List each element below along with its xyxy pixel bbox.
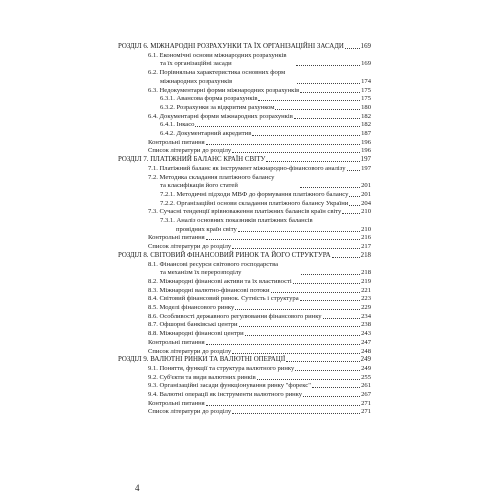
toc-entry bbox=[148, 303, 371, 312]
toc-entry bbox=[148, 286, 371, 295]
toc-entry-title: 8.2. Міжнародні фінансові активи та їх властивості bbox=[148, 277, 292, 285]
dot-leader bbox=[301, 274, 360, 275]
dot-leader bbox=[252, 135, 360, 136]
toc-entry-page: 187 bbox=[361, 130, 371, 137]
dot-leader bbox=[195, 126, 360, 127]
toc-entry bbox=[160, 268, 371, 277]
toc-entry bbox=[148, 233, 371, 242]
toc-entry bbox=[160, 129, 371, 138]
toc-entry-page: 271 bbox=[361, 408, 371, 416]
dot-leader bbox=[258, 100, 360, 101]
toc-entry-title: 6.1. Економічні основи міжнародних розрахунків bbox=[148, 51, 287, 59]
toc-entry-title: 6.4.2. Документарний акредитив bbox=[160, 130, 252, 137]
toc-entry bbox=[148, 146, 371, 155]
toc-entry-title: 6.3.1. Авансова форма розрахунків bbox=[160, 95, 258, 103]
dot-leader bbox=[349, 205, 360, 206]
toc-entry bbox=[148, 68, 371, 77]
toc-entry bbox=[160, 216, 371, 225]
toc-entry-page: 196 bbox=[361, 147, 371, 155]
toc-entry-page: 169 bbox=[361, 60, 372, 68]
toc-entry bbox=[148, 242, 371, 251]
toc-entry-page: 217 bbox=[361, 243, 371, 251]
dot-leader bbox=[206, 405, 360, 406]
dot-leader bbox=[294, 118, 360, 119]
toc-entry bbox=[148, 294, 371, 303]
toc-entry-page: 169 bbox=[360, 43, 371, 50]
dot-leader bbox=[300, 300, 360, 301]
toc-entry-title: 9.3. Організаційні засади функціонування ринку "форекс" bbox=[148, 382, 311, 390]
dot-leader bbox=[245, 335, 360, 336]
toc-entry bbox=[148, 207, 371, 216]
toc-entry-title: РОЗДІЛ 6. МІЖНАРОДНІ РОЗРАХУНКИ ТА ЇХ ОРГАНІЗАЦІЙНІ ЗАСАДИ bbox=[118, 43, 344, 50]
toc-entry-page: 238 bbox=[361, 321, 371, 329]
toc-entry-title: Список літератури до розділу bbox=[148, 408, 232, 416]
toc-entry bbox=[160, 181, 371, 190]
toc-entry-title: Контрольні питання bbox=[148, 399, 205, 407]
dot-leader bbox=[293, 283, 360, 284]
dot-leader bbox=[349, 196, 360, 197]
toc-entry bbox=[148, 173, 371, 182]
toc-entry-title: Список літератури до розділу bbox=[148, 147, 232, 155]
toc-entry-title: 7.2. Методика складання платіжного балансу bbox=[148, 173, 275, 181]
dot-leader bbox=[238, 231, 360, 232]
toc-entry-title: 6.3.2. Розрахунки за відкритим рахунком bbox=[160, 103, 275, 111]
toc-entry bbox=[148, 312, 371, 321]
toc-entry-title: та механізм їх перерозподілу bbox=[160, 269, 242, 277]
dot-leader bbox=[345, 48, 360, 49]
toc-entry-page: 223 bbox=[361, 295, 371, 303]
dot-leader bbox=[206, 344, 360, 345]
toc-entry-title: провідних країн світу bbox=[176, 225, 237, 233]
toc-entry-page: 201 bbox=[361, 182, 371, 190]
dot-leader bbox=[312, 387, 360, 388]
toc-entry-title: 8.1. Фінансові ресурси світового господарства bbox=[148, 260, 279, 268]
dot-leader bbox=[239, 326, 361, 327]
dot-leader bbox=[232, 152, 360, 153]
dot-leader bbox=[295, 370, 360, 371]
toc-entry bbox=[148, 260, 371, 269]
toc-entry-title: та їх організаційні засади bbox=[160, 60, 232, 68]
toc-entry bbox=[148, 51, 371, 60]
toc-entry-page: 175 bbox=[361, 95, 371, 103]
toc-entry-page: 218 bbox=[361, 269, 371, 277]
dot-leader bbox=[275, 109, 360, 110]
toc-entry-title: РОЗДІЛ 9. ВАЛЮТНІ РИНКИ ТА ВАЛЮТНІ ОПЕРАЦІЇ bbox=[118, 356, 286, 364]
toc-entry bbox=[160, 103, 371, 112]
toc-entry-page: 218 bbox=[360, 251, 371, 259]
toc-entry bbox=[148, 112, 371, 121]
dot-leader bbox=[347, 170, 361, 171]
dot-leader bbox=[206, 239, 360, 240]
toc-entry-page: 249 bbox=[360, 356, 371, 364]
dot-leader bbox=[257, 379, 360, 380]
toc-entry-page: 267 bbox=[361, 391, 371, 398]
toc-entry-title: 6.3. Недокументарні форми міжнародних розрахунків bbox=[148, 86, 300, 94]
toc-entry-page: 261 bbox=[361, 382, 371, 390]
toc-entry bbox=[148, 381, 371, 390]
toc-entry-title: 8.4. Світовий фінансовий ринок. Сутність і структура bbox=[148, 295, 299, 303]
toc-entry-page: 197 bbox=[360, 156, 371, 164]
toc-entry-title: Список літератури до розділу bbox=[148, 243, 232, 251]
toc-entry bbox=[148, 373, 371, 382]
toc-entry-page: 219 bbox=[361, 277, 371, 285]
toc-entry bbox=[148, 390, 371, 399]
toc-entry-title: 8.6. Особливості державного регулювання фінансового ринку bbox=[148, 312, 322, 320]
dot-leader bbox=[303, 396, 360, 397]
dot-leader bbox=[300, 92, 360, 93]
toc-entry-title: 9.4. Валютні операції як інструменти валютного ринку bbox=[148, 391, 303, 398]
toc-entry-title: 7.2.2. Організаційні основи складання платіжного балансу України bbox=[160, 199, 349, 207]
toc-section-heading bbox=[118, 355, 371, 364]
toc-section-heading bbox=[118, 42, 371, 51]
toc-entry-page: 247 bbox=[361, 338, 371, 346]
page-number: 4 bbox=[135, 483, 140, 493]
toc-entry-title: 7.2.1. Методичні підходи МВФ до формування платіжного балансу bbox=[160, 190, 349, 198]
toc-entry bbox=[148, 320, 371, 329]
toc-entry bbox=[160, 59, 371, 68]
toc-entry-page: 174 bbox=[361, 77, 372, 85]
toc-entry-title: Контрольні питання bbox=[148, 234, 205, 242]
toc-entry-title: 6.2. Порівняльна характеристика основних форм bbox=[148, 69, 286, 77]
dot-leader bbox=[296, 65, 360, 66]
toc-entry bbox=[148, 138, 371, 147]
toc-entry bbox=[148, 347, 371, 356]
toc-entry-page: 196 bbox=[361, 138, 371, 146]
toc-entry-title: 9.2. Суб'єкти та види валютних ринків bbox=[148, 373, 256, 381]
dot-leader bbox=[232, 248, 360, 249]
toc-section-heading bbox=[118, 155, 371, 164]
toc-entry-title: міжнародних розрахунків bbox=[160, 77, 233, 85]
toc-entry-title: 8.5. Моделі фінансового ринку bbox=[148, 304, 235, 311]
dot-leader bbox=[266, 161, 359, 162]
dot-leader bbox=[286, 361, 359, 362]
dot-leader bbox=[206, 144, 360, 145]
toc-entry-title: РОЗДІЛ 8. СВІТОВИЙ ФІНАНСОВИЙ РИНОК ТА ЙОГО СТРУКТУРА bbox=[118, 251, 331, 259]
dot-leader bbox=[332, 257, 360, 258]
toc-entry bbox=[148, 399, 371, 408]
toc-entry-title: 9.1. Поняття, функції та структура валютного ринку bbox=[148, 364, 295, 372]
dot-leader bbox=[297, 83, 360, 84]
toc-entry bbox=[148, 338, 371, 347]
toc-entry bbox=[160, 199, 371, 208]
toc-entry-title: Контрольні питання bbox=[148, 338, 205, 346]
toc-entry bbox=[160, 120, 371, 129]
toc-entry-page: 210 bbox=[361, 208, 371, 216]
toc-entry bbox=[160, 190, 371, 199]
toc-entry-title: Контрольні питання bbox=[148, 138, 205, 146]
toc-entry bbox=[148, 407, 371, 416]
toc-entry-page: 243 bbox=[361, 330, 371, 338]
toc-entry-title: Список літератури до розділу bbox=[148, 347, 232, 355]
dot-leader bbox=[235, 309, 360, 310]
dot-leader bbox=[342, 213, 360, 214]
toc-entry-page: 229 bbox=[361, 304, 371, 311]
toc-entry-page: 180 bbox=[361, 103, 371, 111]
toc-entry-title: РОЗДІЛ 7. ПЛАТІЖНИЙ БАЛАНС КРАЇН СВІТУ bbox=[118, 156, 266, 164]
dot-leader bbox=[232, 353, 360, 354]
dot-leader bbox=[323, 318, 361, 319]
toc-entry bbox=[148, 164, 371, 173]
toc-entry bbox=[160, 94, 371, 103]
toc-entry bbox=[148, 329, 371, 338]
toc-entry-title: 7.3. Сучасні тенденції врівноваження платіжних балансів країн світу bbox=[148, 208, 342, 216]
toc-entry-title: 7.1. Платіжний баланс як інструмент міжнародно-фінансового аналізу bbox=[148, 164, 346, 172]
toc-entry bbox=[176, 225, 371, 234]
toc-entry bbox=[148, 364, 371, 373]
toc-entry-title: 7.3.1. Аналіз основних показників платіжних балансів bbox=[160, 217, 313, 224]
toc-section-heading bbox=[118, 251, 371, 260]
toc-entry-page: 197 bbox=[361, 164, 371, 172]
toc-entry-page: 255 bbox=[361, 373, 371, 381]
dot-leader bbox=[300, 187, 361, 188]
dot-leader bbox=[271, 292, 361, 293]
toc-entry bbox=[148, 86, 371, 95]
toc-entry-page: 175 bbox=[361, 86, 371, 94]
toc-entry-title: 8.8. Міжнародні фінансові центри bbox=[148, 330, 244, 338]
toc-entry-page: 182 bbox=[361, 121, 371, 129]
toc-entry-title: 6.4.1. Інкасо bbox=[160, 121, 195, 129]
toc-entry-title: 8.3. Міжнародні валютно-фінансові потоки bbox=[148, 286, 270, 294]
toc-entry-page: 216 bbox=[361, 234, 371, 242]
toc-entry-page: 201 bbox=[361, 190, 371, 198]
dot-leader bbox=[232, 413, 360, 414]
toc-entry-title: та класифікація його статей bbox=[160, 182, 238, 190]
toc-entry bbox=[160, 77, 371, 86]
toc-entry-page: 182 bbox=[361, 112, 371, 120]
toc-entry-page: 204 bbox=[361, 199, 371, 207]
toc-entry-page: 210 bbox=[361, 225, 371, 233]
toc-entry-page: 221 bbox=[361, 286, 371, 294]
toc-entry-title: 6.4. Документарні форми міжнародних розрахунків bbox=[148, 112, 293, 120]
toc-entry-page: 271 bbox=[361, 399, 371, 407]
toc-entry bbox=[148, 277, 371, 286]
toc-entry-page: 248 bbox=[361, 347, 371, 355]
toc-entry-page: 249 bbox=[361, 364, 371, 372]
toc-entry-page: 234 bbox=[361, 312, 371, 320]
toc-entry-title: 8.7. Офшорні банківські центри bbox=[148, 321, 238, 329]
